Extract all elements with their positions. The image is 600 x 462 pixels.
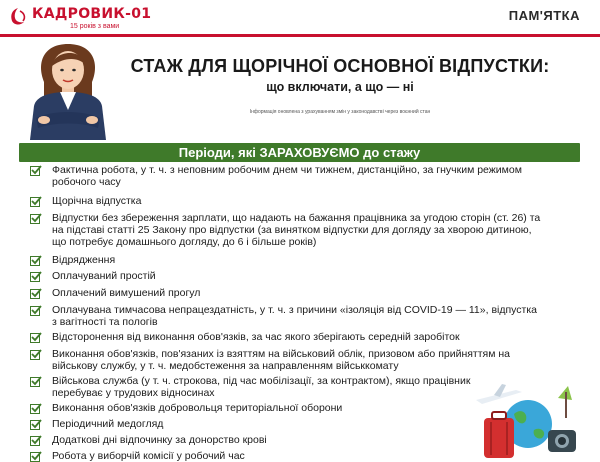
list-item-text: Військова служба (у т. ч. строкова, під час мобілізації, за контрактом), якщо працівник перебуває у трудових відносинах xyxy=(52,375,471,399)
checkbox-icon xyxy=(30,436,40,446)
checkbox-icon xyxy=(30,289,40,299)
brand-name: КАДРОВИК-01 xyxy=(32,6,152,22)
list-item-text: Фактична робота, у т. ч. з неповним робочим днем чи тижнем, дистанційно, за гнучким режимом робочого часу xyxy=(52,164,522,188)
list-item-text: Щорічна відпустка xyxy=(52,195,142,207)
travel-illustration xyxy=(458,378,588,461)
header-bar xyxy=(0,0,600,36)
source-note: Інформація оновлена з урахуванням змін у законодавстві через воєнний стан xyxy=(249,109,431,115)
section-heading-bar xyxy=(19,143,580,162)
list-item-text: Оплачений вимушений прогул xyxy=(52,287,201,299)
woman-illustration xyxy=(22,40,114,140)
page-subtitle: що включати, а що — ні xyxy=(266,80,414,94)
checkbox-icon xyxy=(30,256,40,266)
page-title: СТАЖ ДЛЯ ЩОРІЧНОЇ ОСНОВНОЇ ВІДПУСТКИ: xyxy=(130,56,550,76)
list-item-text: Оплачуваний простій xyxy=(52,270,156,282)
section-heading: Періоди, які ЗАРАХОВУЄМО до стажу xyxy=(178,145,421,160)
list-item-text: Додаткові дні відпочинку за донорство крові xyxy=(52,434,267,446)
checkbox-icon xyxy=(30,272,40,282)
brand-logo[interactable] xyxy=(8,4,158,34)
list-item-text: Відпустки без збереження зарплати, що надають на бажання працівника за угодою сторін (ст. 26) та на підставі статті 25 Закону про відпустки (за винятком відпустки для догляду за хворою дитиною, що потребує домашнього догляду, до 6 і більше років) xyxy=(52,212,541,248)
checkbox-icon xyxy=(30,197,40,207)
checkbox-icon xyxy=(30,377,40,387)
list-item-text: Виконання обов'язків добровольця територіальної оборони xyxy=(52,402,343,414)
checkbox-icon xyxy=(30,333,40,343)
list-item-text: Виконання обов'язків, пов'язаних із взяттям на військовий облік, призовом або прийняттям на військову службу, у т. ч. медобстеження за направленням військкомату xyxy=(52,348,511,372)
document-type-label: ПАМ'ЯТКА xyxy=(508,8,580,23)
header-divider xyxy=(0,34,600,37)
checkbox-icon xyxy=(30,404,40,414)
list-item-text: Робота у виборчій комісії у робочий час xyxy=(52,450,245,462)
list-item-text: Відсторонення від виконання обов'язків, за час якого зберігають середній заробіток xyxy=(52,331,460,343)
list-item-text: Оплачувана тимчасова непрацездатність, у т. ч. з причини «ізоляція від COVID-19 — 11», відпустка з вагітності та пологів xyxy=(52,304,538,328)
brand-logo-icon xyxy=(8,7,28,27)
list-item-text: Відрядження xyxy=(52,254,116,266)
checkbox-icon xyxy=(30,306,40,316)
checkbox-icon xyxy=(30,420,40,430)
list-item-text: Періодичний медогляд xyxy=(52,418,164,430)
brand-tagline: 15 років з вами xyxy=(70,23,120,30)
checkbox-icon xyxy=(30,166,40,176)
checkbox-icon xyxy=(30,350,40,360)
checkbox-icon xyxy=(30,214,40,224)
